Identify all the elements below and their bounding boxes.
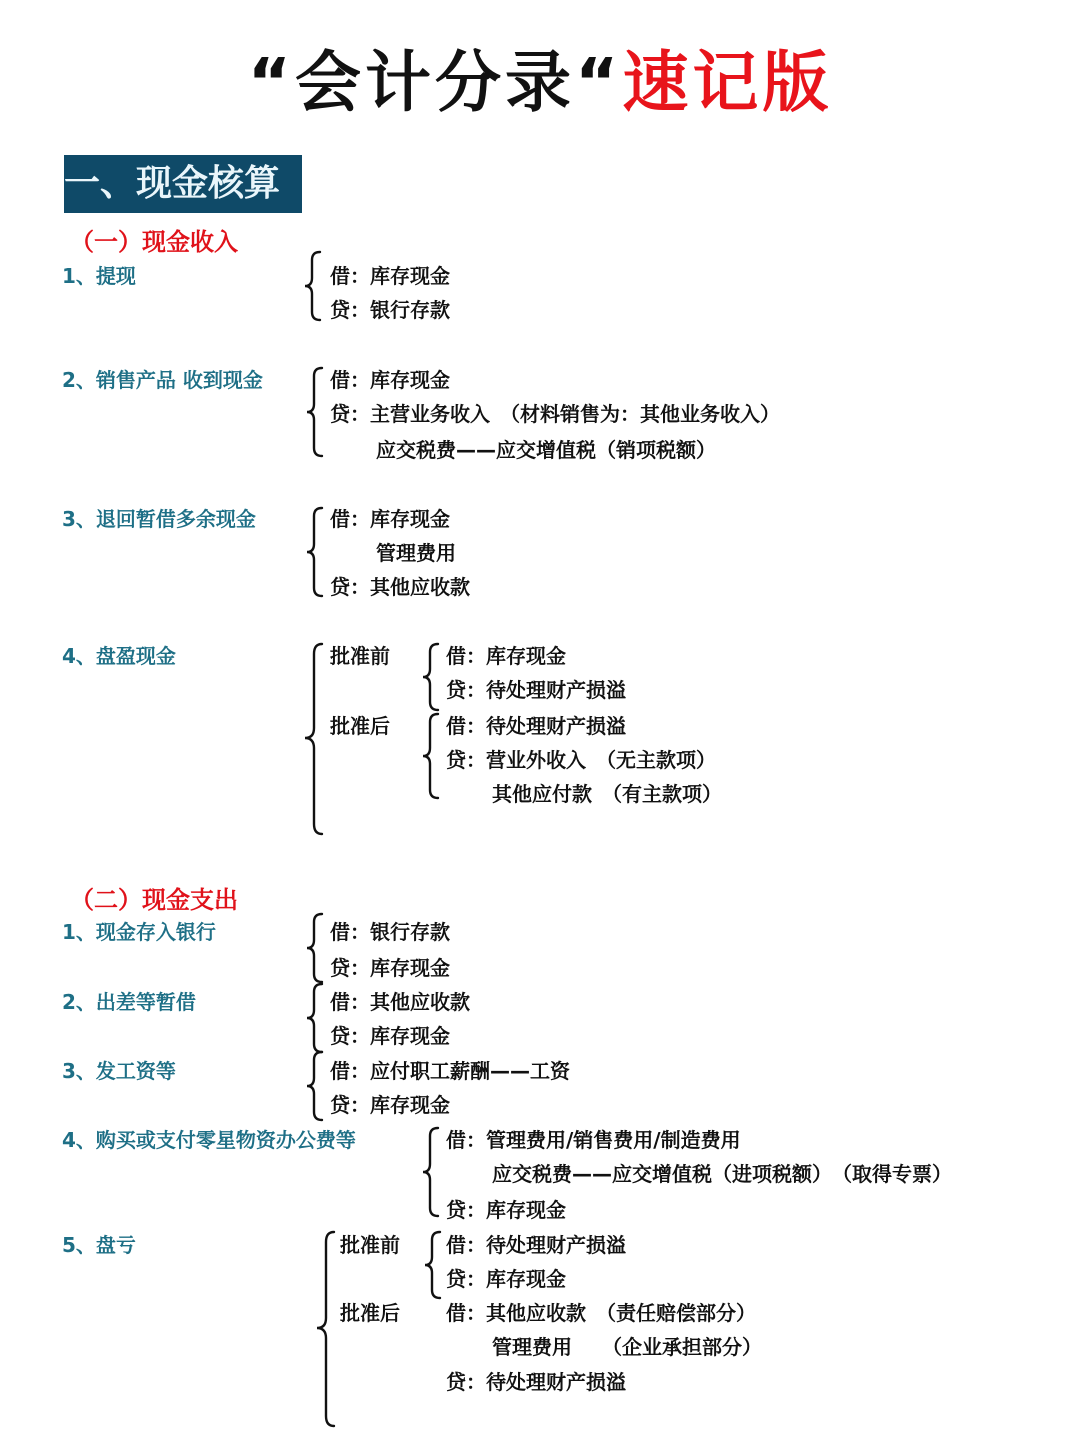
entry-line: 借：其他应收款 [330, 990, 470, 1014]
entry-line: 贷：营业外收入 （无主款项） [446, 748, 716, 772]
brace-icon [300, 250, 324, 322]
income-item-4-label: 4、盘盈现金 [62, 644, 176, 668]
section-heading-cash-accounting: 一、现金核算 [64, 155, 302, 213]
title-highlight: 速记版 [622, 44, 833, 121]
brace-icon [300, 642, 328, 836]
entry-line: 借：应付职工薪酬——工资 [330, 1059, 570, 1083]
subheading-cash-expense: （二）现金支出 [70, 886, 238, 914]
income-item-1-label: 1、提现 [62, 264, 136, 288]
expense-item-3-label: 3、发工资等 [62, 1059, 176, 1083]
entry-line: 贷：库存现金 [446, 1267, 566, 1291]
expense-item-4-label: 4、购买或支付零星物资办公费等 [62, 1128, 356, 1152]
brace-icon [418, 1126, 442, 1218]
entry-line: 借：其他应收款 （责任赔偿部分） [446, 1301, 756, 1325]
entry-line: 借：库存现金 [330, 507, 450, 531]
entry-line: 贷：库存现金 [330, 956, 450, 980]
page-title [0, 38, 1080, 128]
entry-line: 借：银行存款 [330, 920, 450, 944]
entry-line: 借：待处理财产损溢 [446, 714, 626, 738]
title-main: “会计分录“ [247, 44, 623, 121]
brace-icon [302, 912, 326, 984]
expense-item-5-label: 5、盘亏 [62, 1233, 136, 1257]
entry-line: 借：库存现金 [446, 644, 566, 668]
entry-line: 贷：库存现金 [446, 1198, 566, 1222]
brace-icon [302, 506, 326, 598]
expense-item-1-label: 1、现金存入银行 [62, 920, 216, 944]
entry-line: 贷：待处理财产损溢 [446, 678, 626, 702]
phase-after-label: 批准后 [330, 714, 390, 738]
phase-before-label: 批准前 [330, 644, 390, 668]
phase-after-label: 批准后 [340, 1301, 400, 1325]
entry-line: 借：待处理财产损溢 [446, 1233, 626, 1257]
entry-line: 借：管理费用/销售费用/制造费用 [446, 1128, 741, 1152]
income-item-2-label: 2、销售产品 收到现金 [62, 368, 263, 392]
income-item-3-label: 3、退回暂借多余现金 [62, 507, 256, 531]
entry-line: 应交税费——应交增值税（进项税额） （取得专票） [492, 1162, 952, 1186]
entry-line: 其他应付款 （有主款项） [492, 782, 722, 806]
entry-line: 贷：主营业务收入 （材料销售为：其他业务收入） [330, 402, 780, 426]
brace-icon [418, 642, 442, 712]
entry-line: 贷：其他应收款 [330, 575, 470, 599]
subheading-cash-income: （一）现金收入 [70, 228, 238, 256]
entry-line: 管理费用 （企业承担部分） [492, 1335, 762, 1359]
expense-item-2-label: 2、出差等暂借 [62, 990, 196, 1014]
entry-line: 贷：待处理财产损溢 [446, 1370, 626, 1394]
phase-before-label: 批准前 [340, 1233, 400, 1257]
brace-icon [420, 1230, 444, 1300]
brace-icon [312, 1230, 340, 1428]
entry-line: 贷：库存现金 [330, 1024, 450, 1048]
brace-icon [302, 366, 326, 458]
entry-line: 管理费用 [376, 541, 456, 565]
entry-line: 贷：库存现金 [330, 1093, 450, 1117]
entry-line: 应交税费——应交增值税（销项税额） [376, 438, 716, 462]
brace-icon [302, 982, 326, 1054]
entry-line: 借：库存现金 [330, 264, 450, 288]
entry-line: 借：库存现金 [330, 368, 450, 392]
entry-line: 贷：银行存款 [330, 298, 450, 322]
brace-icon [418, 712, 442, 800]
brace-icon [302, 1050, 326, 1122]
